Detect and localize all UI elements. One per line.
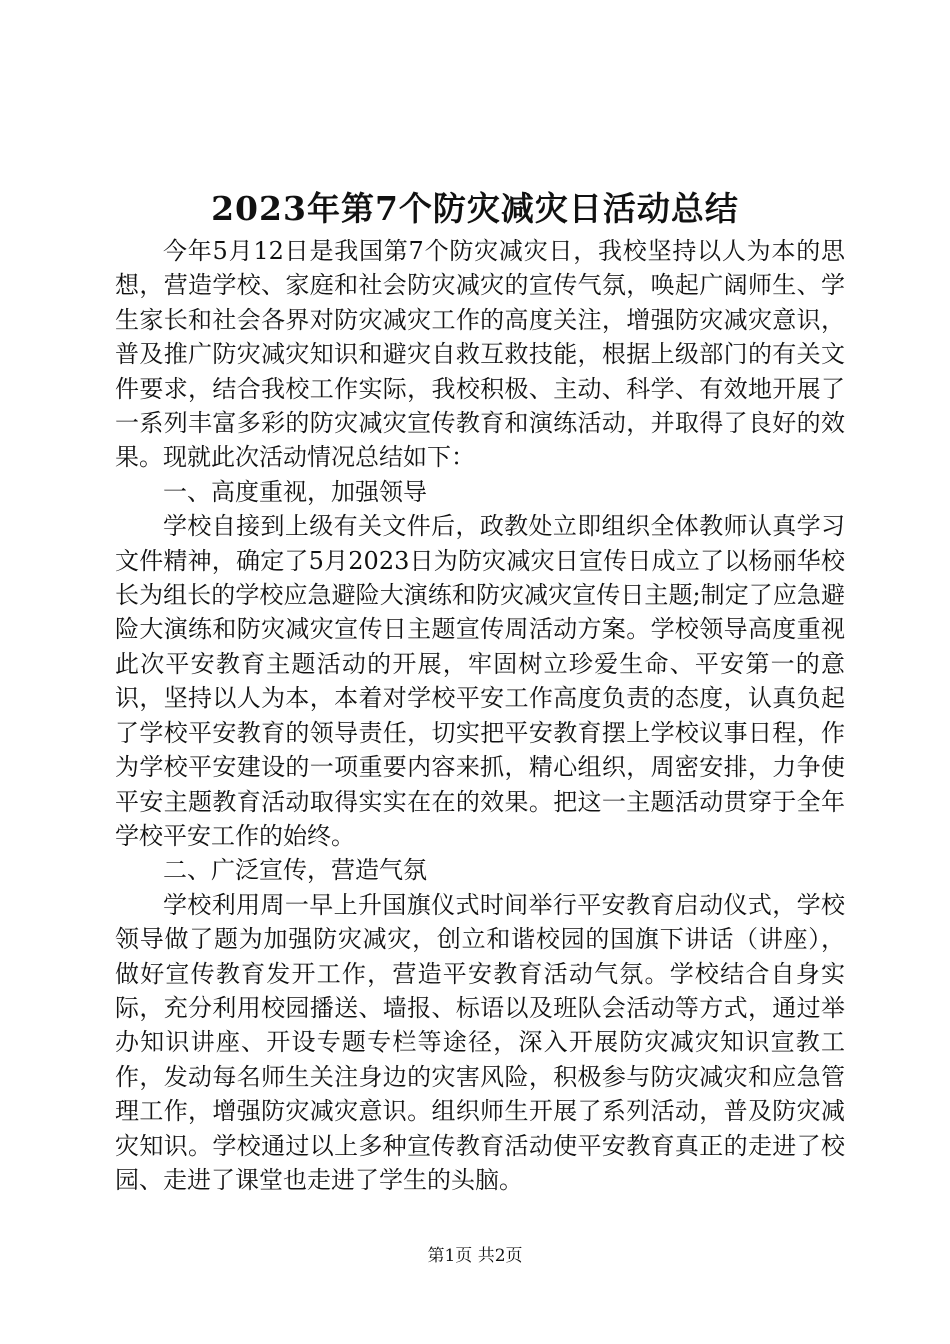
document-title: 2023年第7个防灾减灾日活动总结: [211, 189, 739, 228]
paragraph-section-1: 学校自接到上级有关文件后，政教处立即组织全体教师认真学习文件精神，确定了5月2023日为防灾减灾日宣传日成立了以杨丽华校长为组长的学校应急避险大演练和防灾减灾宣传日主题;制定了应急避险大演练和防灾减灾宣传日主题宣传周活动方案。学校领导高度重视此次平安教育主题活动的开展，牢固树立珍爱生命、平安第一的意识，坚持以人为本，本着对学校平安工作高度负责的态度，认真负起了学校平安教育的领导责任，切实把平安教育摆上学校议事日程，作为学校平安建设的一项重要内容来抓，精心组织，周密安排，力争使平安主题教育活动取得实实在在的效果。把这一主题活动贯穿于全年学校平安工作的始终。: [115, 512, 845, 850]
page-footer: 第1页 共2页: [427, 1246, 523, 1266]
paragraph-intro: 今年5月12日是我国第7个防灾减灾日，我校坚持以人为本的思想，营造学校、家庭和社会防灾减灾的宣传气氛，唤起广阔师生、学生家长和社会各界对防灾减灾工作的高度关注，增强防灾减灾意识，普及推广防灾减灾知识和避灾自救互救技能，根据上级部门的有关文件要求，结合我校工作实际，我校积极、主动、科学、有效地开展了一系列丰富多彩的防灾减灾宣传教育和演练活动，并取得了良好的效果。现就此次活动情况总结如下：: [115, 237, 845, 472]
section-heading-1: 一、高度重视，加强领导: [163, 477, 427, 506]
document-body: [115, 234, 845, 1197]
section-heading-2: 二、广泛宣传，营造气氛: [163, 856, 427, 885]
paragraph-section-2: 学校利用周一早上升国旗仪式时间举行平安教育启动仪式，学校领导做了题为加强防灾减灾，创立和谐校园的国旗下讲话（讲座），做好宣传教育发开工作，营造平安教育活动气氛。学校结合自身实际，充分利用校园播送、墙报、标语以及班队会活动等方式，通过举办知识讲座、开设专题专栏等途径，深入开展防灾减灾知识宣教工作，发动每名师生关注身边的灾害风险，积极参与防灾减灾和应急管理工作，增强防灾减灾意识。组织师生开展了系列活动，普及防灾减灾知识。学校通过以上多种宣传教育活动使平安教育真正的走进了校园、走进了课堂也走进了学生的头脑。: [115, 890, 845, 1194]
